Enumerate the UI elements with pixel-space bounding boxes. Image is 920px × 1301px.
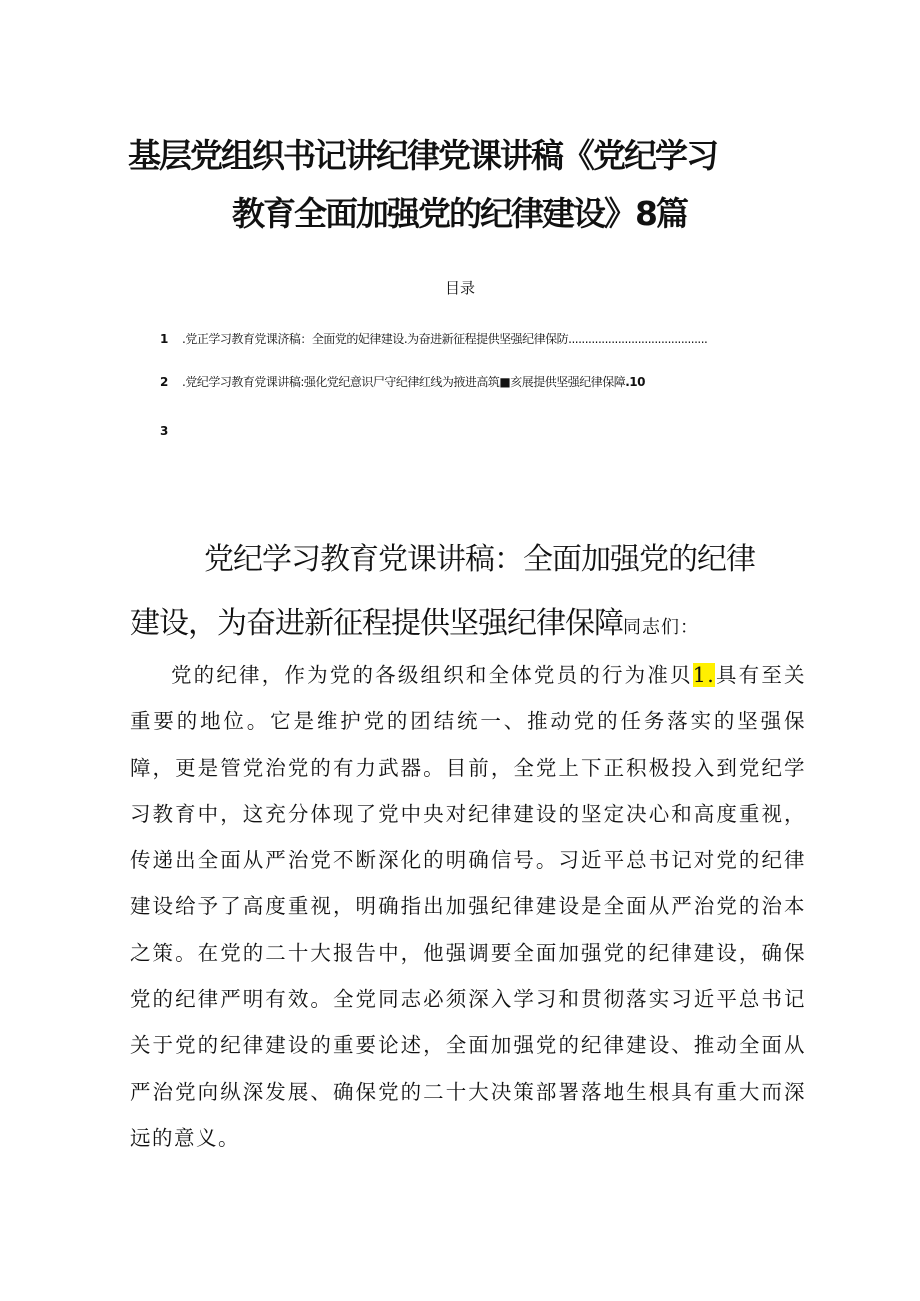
body-text-rest: 具有至关重要的地位。它是维护党的团结统一、推动党的任务落实的坚强保障，更是管党治党的有力武器。目前，全党上下正积极投入到党纪学习教育中，这充分体现了党中央对纪律建设的坚定决心和高度重视，传递出全面从严治党不断深化的明确信号。习近平总书记对党的纪律建设给予了高度重视，明确指出加强纪律建设是全面从严治党的治本之策。在党的二十大报告中，他强调要全面加强党的纪律建设，确保党的纪律严明有效。全党同志必须深入学习和贯彻落实习近平总书记关于党的纪律建设的重要论述，全面加强党的纪律建设、推动全面从严治党向纵深发展、确保党的二十大决策部署落地生根具有重大而深远的意义。 xyxy=(130,663,807,1150)
body-paragraph xyxy=(130,652,806,1161)
greeting: 同志们： xyxy=(623,617,699,638)
section-title-line-1: 党纪学习教育党课讲稿：全面加强党的纪律 xyxy=(204,542,755,577)
section-title-line-2 xyxy=(130,598,810,642)
body-text-start: 党的纪律，作为党的各级组织和全体党员的行为准贝 xyxy=(171,663,693,687)
toc-item-text: .党纪学习教育党课讲稿:强化党纪意识尸守纪律红线为掖进高筑■亥展提供坚强纪律保障 xyxy=(182,375,626,389)
toc-item-leader: .......................................... xyxy=(568,332,708,346)
toc-item-3[interactable] xyxy=(160,424,182,438)
toc-item-1[interactable] xyxy=(160,330,707,347)
toc-item-text: .党正学习教育党课济稿：全面党的妃律建设.为奋进新征程提供坚强纪律保防 xyxy=(182,332,569,346)
document-title-line-1: 基层党组织书记讲纪律党课讲稿《党纪学习 xyxy=(128,136,717,175)
toc-item-number: 3 xyxy=(160,424,168,438)
section-title-text: 建设，为奋进新征程提供坚强纪律保障 xyxy=(130,606,623,641)
document-title-line-2: 教育全面加强党的纪律建设》8篇 xyxy=(232,194,687,233)
highlighted-text: 1. xyxy=(692,663,716,687)
toc-item-2[interactable] xyxy=(160,373,645,390)
toc-heading: 目录 xyxy=(444,279,475,297)
toc-item-number: 1 xyxy=(160,332,168,346)
toc-item-number: 2 xyxy=(160,375,168,389)
toc-item-page: .10 xyxy=(625,375,645,389)
